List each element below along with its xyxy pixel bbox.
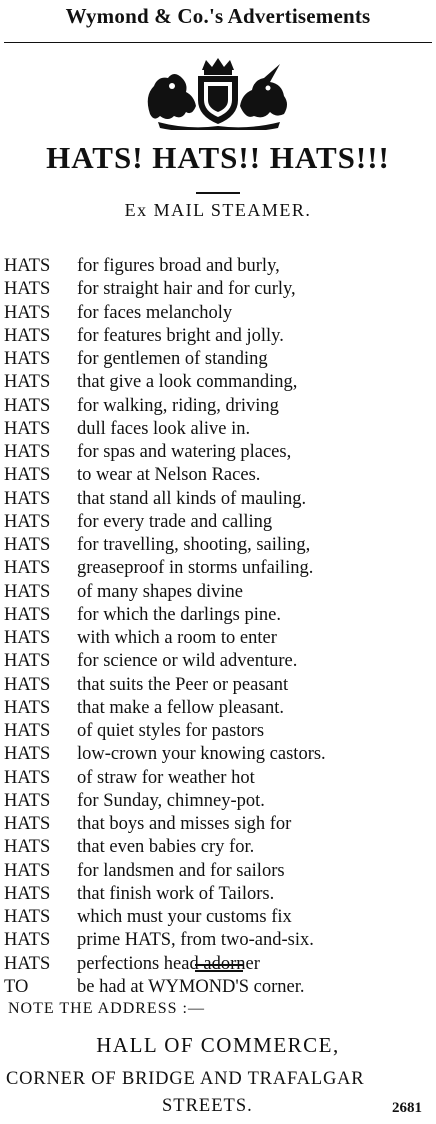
verse-text: of many shapes divine <box>77 581 243 602</box>
verse-lead: HATS <box>4 325 51 346</box>
verse-line <box>4 557 434 580</box>
verse-line <box>4 883 434 906</box>
verse-line <box>4 441 434 464</box>
verse-line <box>4 325 434 348</box>
verse-text: for every trade and calling <box>77 511 273 532</box>
verse-lead: HATS <box>4 790 51 811</box>
verse-line <box>4 697 434 720</box>
verse-text: for travelling, shooting, sailing, <box>77 535 311 555</box>
address-line-3: STREETS. <box>162 1096 253 1116</box>
verse-lead: HATS <box>4 883 51 904</box>
verse-lead: HATS <box>4 279 51 300</box>
verse-text: for features bright and jolly. <box>77 325 284 346</box>
verse-line <box>4 976 434 999</box>
verse-lead: HATS <box>4 721 51 741</box>
verse-text: that boys and misses sigh for <box>77 814 292 834</box>
verse-text: with which a room to enter <box>77 628 277 648</box>
verse-text: for which the darlings pine. <box>77 604 281 625</box>
verse-text: for science or wild adventure. <box>77 651 298 672</box>
verse-lead: HATS <box>4 349 51 369</box>
page-header: Wymond & Co.'s Advertisements <box>65 4 371 28</box>
verse-lead: HATS <box>4 395 51 416</box>
verse-line <box>4 302 434 325</box>
verse-lead: HATS <box>4 767 51 788</box>
verse-lead: HATS <box>4 953 51 974</box>
header-rule <box>4 42 432 43</box>
verse-text: prime HATS, from two-and-six. <box>77 930 314 951</box>
verse-lead: HATS <box>4 418 51 439</box>
verse-line <box>4 767 434 790</box>
verse-line <box>4 650 434 673</box>
verse-line <box>4 348 434 371</box>
verse-text: dull faces look alive in. <box>77 418 251 439</box>
verse-text: that give a look commanding, <box>77 372 298 393</box>
verse-line <box>4 418 434 441</box>
verse-text: for figures broad and burly, <box>77 256 280 276</box>
verse-text: greaseproof in storms unfailing. <box>77 558 314 579</box>
verse-lead: HATS <box>4 372 51 393</box>
verse-lead: HATS <box>4 628 51 648</box>
verse-text: low-crown your knowing castors. <box>77 744 326 765</box>
verse-line <box>4 581 434 604</box>
verse-line <box>4 627 434 650</box>
verse-lead: HATS <box>4 674 51 695</box>
verse-lead: HATS <box>4 581 51 602</box>
verse-line <box>4 278 434 301</box>
verse-line <box>4 488 434 511</box>
divider-rule <box>196 192 240 194</box>
verse-text: to wear at Nelson Races. <box>77 465 261 486</box>
verse-lead: HATS <box>4 442 51 462</box>
verse-text: that stand all kinds of mauling. <box>77 488 307 509</box>
verse-lead: HATS <box>4 465 51 486</box>
verse-text: that suits the Peer or peasant <box>77 674 289 695</box>
verse-text: that even babies cry for. <box>77 837 255 858</box>
verse-lead: TO <box>4 976 29 997</box>
verse-line <box>4 860 434 883</box>
verse-line <box>4 929 434 952</box>
verse-lead: HATS <box>4 511 51 532</box>
reference-number: 2681 <box>392 1100 422 1116</box>
verse-text: for gentlemen of standing <box>77 349 268 369</box>
verse-line <box>4 720 434 743</box>
verse-list <box>4 255 434 999</box>
verse-line <box>4 395 434 418</box>
verse-text: that finish work of Tailors. <box>77 883 275 904</box>
divider-double-rule <box>195 964 243 972</box>
verse-text: perfections head adorner <box>77 953 260 974</box>
verse-text: for landsmen and for sailors <box>77 860 285 881</box>
verse-line <box>4 836 434 859</box>
verse-lead: HATS <box>4 256 51 276</box>
verse-lead: HATS <box>4 604 51 625</box>
verse-text: for faces melancholy <box>77 302 233 323</box>
verse-text: which must your customs fix <box>77 907 292 927</box>
verse-text: for straight hair and for curly, <box>77 279 296 300</box>
verse-lead: HATS <box>4 651 51 672</box>
address-line-1: HALL OF COMMERCE, <box>96 1033 340 1057</box>
verse-lead: HATS <box>4 558 51 579</box>
address-note: NOTE THE ADDRESS :— <box>8 1000 205 1017</box>
royal-coat-of-arms-icon <box>128 56 308 130</box>
verse-lead: HATS <box>4 535 51 555</box>
verse-line <box>4 674 434 697</box>
verse-text: of straw for weather hot <box>77 767 255 788</box>
verse-line <box>4 371 434 394</box>
verse-line <box>4 255 434 278</box>
verse-lead: HATS <box>4 302 51 323</box>
verse-text: be had at WYMOND'S corner. <box>77 976 305 997</box>
verse-lead: HATS <box>4 814 51 834</box>
verse-line <box>4 743 434 766</box>
verse-lead: HATS <box>4 488 51 509</box>
verse-line <box>4 790 434 813</box>
address-line-2: CORNER OF BRIDGE AND TRAFALGAR <box>6 1069 365 1089</box>
verse-line <box>4 464 434 487</box>
verse-line <box>4 906 434 929</box>
verse-lead: HATS <box>4 697 51 718</box>
subheading: Ex MAIL STEAMER. <box>124 200 312 220</box>
verse-lead: HATS <box>4 744 51 765</box>
verse-line <box>4 813 434 836</box>
verse-text: that make a fellow pleasant. <box>77 697 285 718</box>
verse-line <box>4 604 434 627</box>
verse-lead: HATS <box>4 837 51 858</box>
verse-lead: HATS <box>4 860 51 881</box>
verse-line <box>4 511 434 534</box>
verse-lead: HATS <box>4 907 51 927</box>
verse-line <box>4 534 434 557</box>
verse-text: for Sunday, chimney-pot. <box>77 790 265 811</box>
headline: HATS! HATS!! HATS!!! <box>46 140 390 175</box>
verse-text: for walking, riding, driving <box>77 395 279 416</box>
verse-text: for spas and watering places, <box>77 442 292 462</box>
verse-lead: HATS <box>4 930 51 951</box>
verse-text: of quiet styles for pastors <box>77 721 265 741</box>
